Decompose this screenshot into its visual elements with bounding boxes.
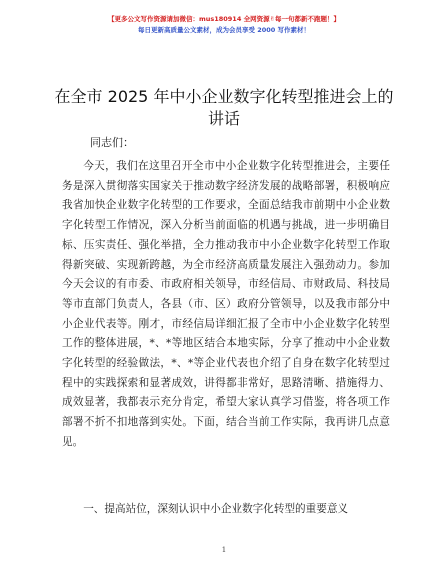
- document-body: [62, 157, 390, 453]
- body-paragraph: 今天，我们在这里召开全市中小企业数字化转型推进会，主要任务是深入贯彻落实国家关于推动数字经济发展的战略部署，积极响应我省加快企业数字化转型的工作要求，全面总结我市前期中小企业数字化转型工作情况，深入分析当前面临的机遇与挑战，进一步明确目标、压实责任、强化举措，全力推动我市中小企业数字化转型工作取得新突破、实现新跨越，为全市经济高质量发展注入强劲动力。参加今天会议的有市委、市政府相关领导，市经信局、市财政局、科技局等市直部门负责人，各县（市、区）政府分管领导，以及我市部分中小企业代表等。刚才，市经信局详细汇报了全市中小企业数字化转型工作的整体进展，*、*等地区结合本地实际，分享了推动中小企业数字化转型的经验做法，*、*等企业代表也介绍了自身在数字化转型过程中的实践探索和显著成效，讲得都非常好，思路清晰、措施得力、成效显著，我都表示充分肯定，希望大家认真学习借鉴，将各项工作部署不折不扣地落到实处。下面，结合当前工作实际，我再讲几点意见。: [62, 160, 390, 448]
- page-number: 1: [221, 546, 227, 554]
- promo-banner-line-2: 每日更新高质量公文素材，成为会员享受 2000 写作素材！: [137, 26, 311, 34]
- promo-banner-line-1: 【更多公文写作资源请加微信：mus180914 全网资源✌每一句都新不跑题！】: [107, 15, 341, 23]
- salutation: 同志们：: [90, 136, 134, 149]
- section-heading: 一、提高站位，深刻认识中小企业数字化转型的重要意义: [83, 503, 349, 515]
- document-title: 在全市 2025 年中小企业数字化转型推进会上的讲话: [54, 87, 394, 128]
